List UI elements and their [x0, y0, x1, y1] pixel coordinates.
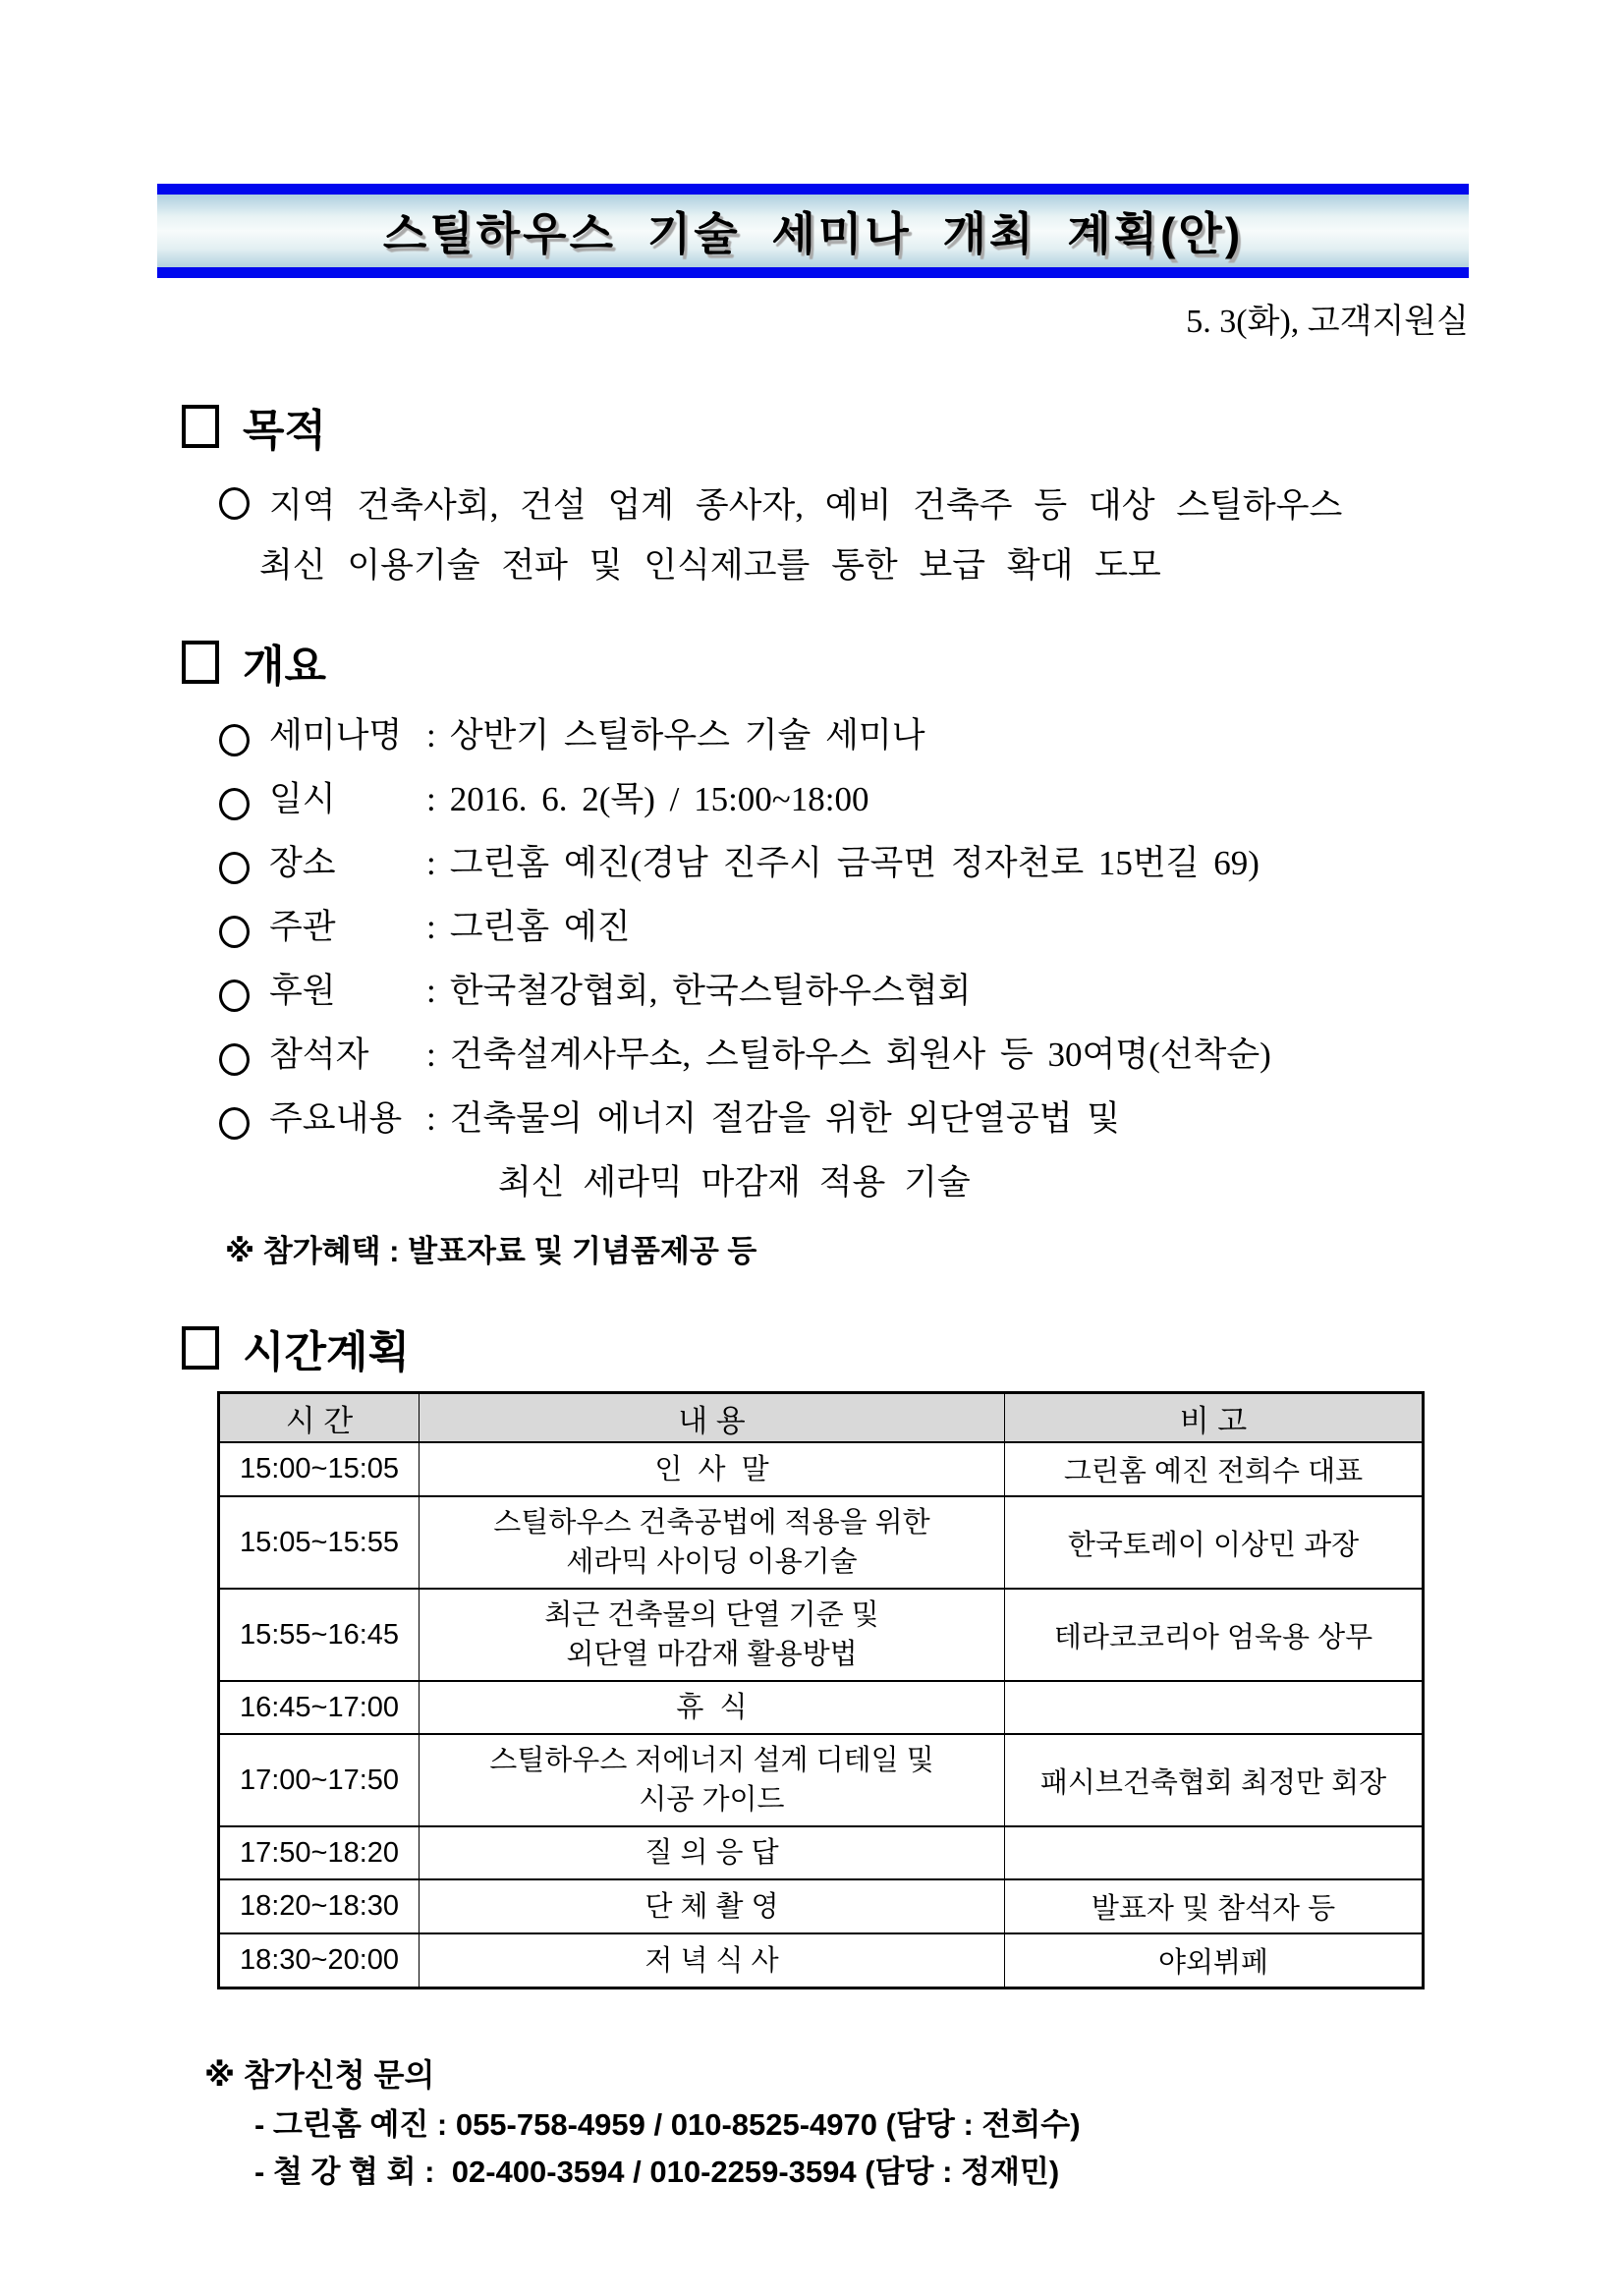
table-row — [219, 1879, 1424, 1933]
schedule-content-line: 저 녁 식 사 — [644, 1944, 779, 1977]
circle-bullet-icon — [219, 916, 250, 948]
table-row — [219, 1496, 1424, 1589]
date-department-line: 5. 3(화), 고객지원실 — [1186, 304, 1469, 340]
contact-section — [157, 2050, 1469, 2194]
overview-item-sponsor — [157, 964, 1469, 1028]
section-heading-overview-label: 개요 — [243, 643, 327, 691]
overview-value: 한국철강협회, 한국스틸하우스협회 — [449, 972, 972, 1010]
contact-heading: ※ 참가신청 문의 — [204, 2057, 435, 2093]
schedule-content-line: 최근 건축물의 단열 기준 및 — [544, 1599, 879, 1631]
overview-item-attendees — [157, 1028, 1469, 1092]
contact-line-greenhome: - 그린홈 예진 : 055-758-4959 / 010-8525-4970 (담당 : 전희수) — [254, 2107, 1081, 2142]
schedule-time: 15:05~15:55 — [219, 1496, 420, 1589]
schedule-content-line: 스틸하우스 건축공법에 적용을 위한 — [493, 1507, 930, 1539]
column-header-remark: 비 고 — [1005, 1393, 1424, 1443]
schedule-time: 16:45~17:00 — [219, 1681, 420, 1734]
section-heading-purpose-label: 목적 — [243, 407, 327, 455]
colon-separator: : — [426, 844, 436, 882]
schedule-content — [420, 1442, 1005, 1496]
schedule-remark: 발표자 및 참석자 등 — [1005, 1879, 1424, 1933]
circle-bullet-icon — [219, 487, 250, 520]
column-header-content: 내 용 — [420, 1393, 1005, 1443]
schedule-remark: 패시브건축협회 최정만 회장 — [1005, 1734, 1424, 1826]
schedule-remark: 야외뷔페 — [1005, 1933, 1424, 1988]
section-heading-overview — [182, 636, 1469, 689]
colon-separator: : — [426, 716, 436, 755]
schedule-content — [420, 1589, 1005, 1681]
purpose-bullet-line — [157, 478, 1469, 528]
column-header-time: 시 간 — [219, 1393, 420, 1443]
purpose-text-line1: 지역 건축사회, 건설 업계 종사자, 예비 건축주 등 대상 스틸하우스 — [269, 486, 1343, 525]
schedule-content-line: 세라믹 사이딩 이용기술 — [566, 1546, 858, 1578]
participation-benefit-note: ※ 참가혜택 : 발표자료 및 기념품제공 등 — [225, 1234, 757, 1268]
circle-bullet-icon — [219, 852, 250, 884]
overview-label: 일시 — [269, 780, 336, 818]
table-row — [219, 1933, 1424, 1988]
schedule-content-line: 외단열 마감재 활용방법 — [566, 1639, 858, 1670]
schedule-time: 15:55~16:45 — [219, 1589, 420, 1681]
overview-item-main-content — [157, 1092, 1469, 1155]
circle-bullet-icon — [219, 788, 250, 820]
overview-label: 세미나명 — [269, 716, 403, 755]
table-row — [219, 1442, 1424, 1496]
square-bullet-icon — [182, 405, 219, 448]
schedule-time: 18:20~18:30 — [219, 1879, 420, 1933]
section-heading-schedule-label: 시간계획 — [243, 1328, 411, 1376]
colon-separator: : — [426, 1036, 436, 1074]
schedule-time: 17:50~18:20 — [219, 1826, 420, 1879]
contact-line-steel-association: - 철 강 협 회 : 02-400-3594 / 010-2259-3594 (담당 : 정재민) — [254, 2155, 1060, 2189]
overview-item-organizer — [157, 900, 1469, 964]
overview-value: 그린홈 예진 — [449, 908, 631, 946]
schedule-remark: 한국토레이 이상민 과장 — [1005, 1496, 1424, 1589]
circle-bullet-icon — [219, 724, 250, 756]
schedule-content — [420, 1681, 1005, 1734]
schedule-time: 17:00~17:50 — [219, 1734, 420, 1826]
overview-label: 장소 — [269, 844, 336, 882]
title-banner — [157, 184, 1469, 278]
circle-bullet-icon — [219, 980, 250, 1012]
colon-separator: : — [426, 1099, 436, 1138]
overview-value: 건축물의 에너지 절감을 위한 외단열공법 및 — [449, 1099, 1121, 1138]
schedule-content — [420, 1734, 1005, 1826]
schedule-content — [420, 1496, 1005, 1589]
overview-item-datetime — [157, 772, 1469, 836]
overview-item-seminar-name — [157, 708, 1469, 772]
overview-value: 건축설계사무소, 스틸하우스 회원사 등 30여명(선착순) — [449, 1036, 1271, 1074]
square-bullet-icon — [182, 641, 219, 684]
schedule-remark: 그린홈 예진 전희수 대표 — [1005, 1442, 1424, 1496]
overview-item-venue — [157, 836, 1469, 900]
schedule-content-line: 인 사 말 — [654, 1453, 769, 1485]
schedule-content-line: 스틸하우스 저에너지 설계 디테일 및 — [489, 1745, 934, 1776]
overview-label: 참석자 — [269, 1036, 369, 1074]
schedule-time: 18:30~20:00 — [219, 1933, 420, 1988]
table-row — [219, 1589, 1424, 1681]
table-row — [219, 1826, 1424, 1879]
schedule-content-line: 질 의 응 답 — [644, 1837, 779, 1869]
schedule-content — [420, 1879, 1005, 1933]
overview-label: 주관 — [269, 908, 336, 946]
page-title: 스틸하우스 기술 세미나 개최 계획(안) — [382, 208, 1244, 259]
colon-separator: : — [426, 780, 436, 818]
overview-value: 2016. 6. 2(목) / 15:00~18:00 — [449, 780, 869, 818]
section-heading-purpose — [182, 400, 1469, 453]
table-row — [219, 1681, 1424, 1734]
circle-bullet-icon — [219, 1043, 250, 1076]
square-bullet-icon — [182, 1326, 219, 1370]
overview-list — [157, 708, 1469, 1216]
circle-bullet-icon — [219, 1107, 250, 1140]
overview-value: 그린홈 예진(경남 진주시 금곡면 정자천로 15번길 69) — [449, 844, 1260, 882]
document-content — [157, 184, 1469, 2194]
schedule-table — [217, 1391, 1425, 1989]
schedule-header-row — [219, 1393, 1424, 1443]
overview-label: 주요내용 — [269, 1099, 403, 1138]
schedule-content — [420, 1933, 1005, 1988]
purpose-text-line2: 최신 이용기술 전파 및 인식제고를 통한 보급 확대 도모 — [259, 546, 1161, 585]
overview-main-content-continuation: 최신 세라믹 마감재 적용 기술 — [498, 1163, 971, 1202]
schedule-time: 15:00~15:05 — [219, 1442, 420, 1496]
overview-value: 상반기 스틸하우스 기술 세미나 — [449, 716, 925, 755]
schedule-remark — [1005, 1681, 1424, 1734]
section-heading-schedule — [182, 1320, 1469, 1375]
schedule-content — [420, 1826, 1005, 1879]
overview-label: 후원 — [269, 972, 336, 1010]
colon-separator: : — [426, 972, 436, 1010]
schedule-content-line: 시공 가이드 — [639, 1784, 785, 1816]
schedule-remark — [1005, 1826, 1424, 1879]
schedule-content-line: 단 체 촬 영 — [644, 1890, 779, 1923]
schedule-remark: 테라코코리아 엄욱용 상무 — [1005, 1589, 1424, 1681]
colon-separator: : — [426, 908, 436, 946]
schedule-content-line: 휴 식 — [676, 1692, 748, 1723]
table-row — [219, 1734, 1424, 1826]
